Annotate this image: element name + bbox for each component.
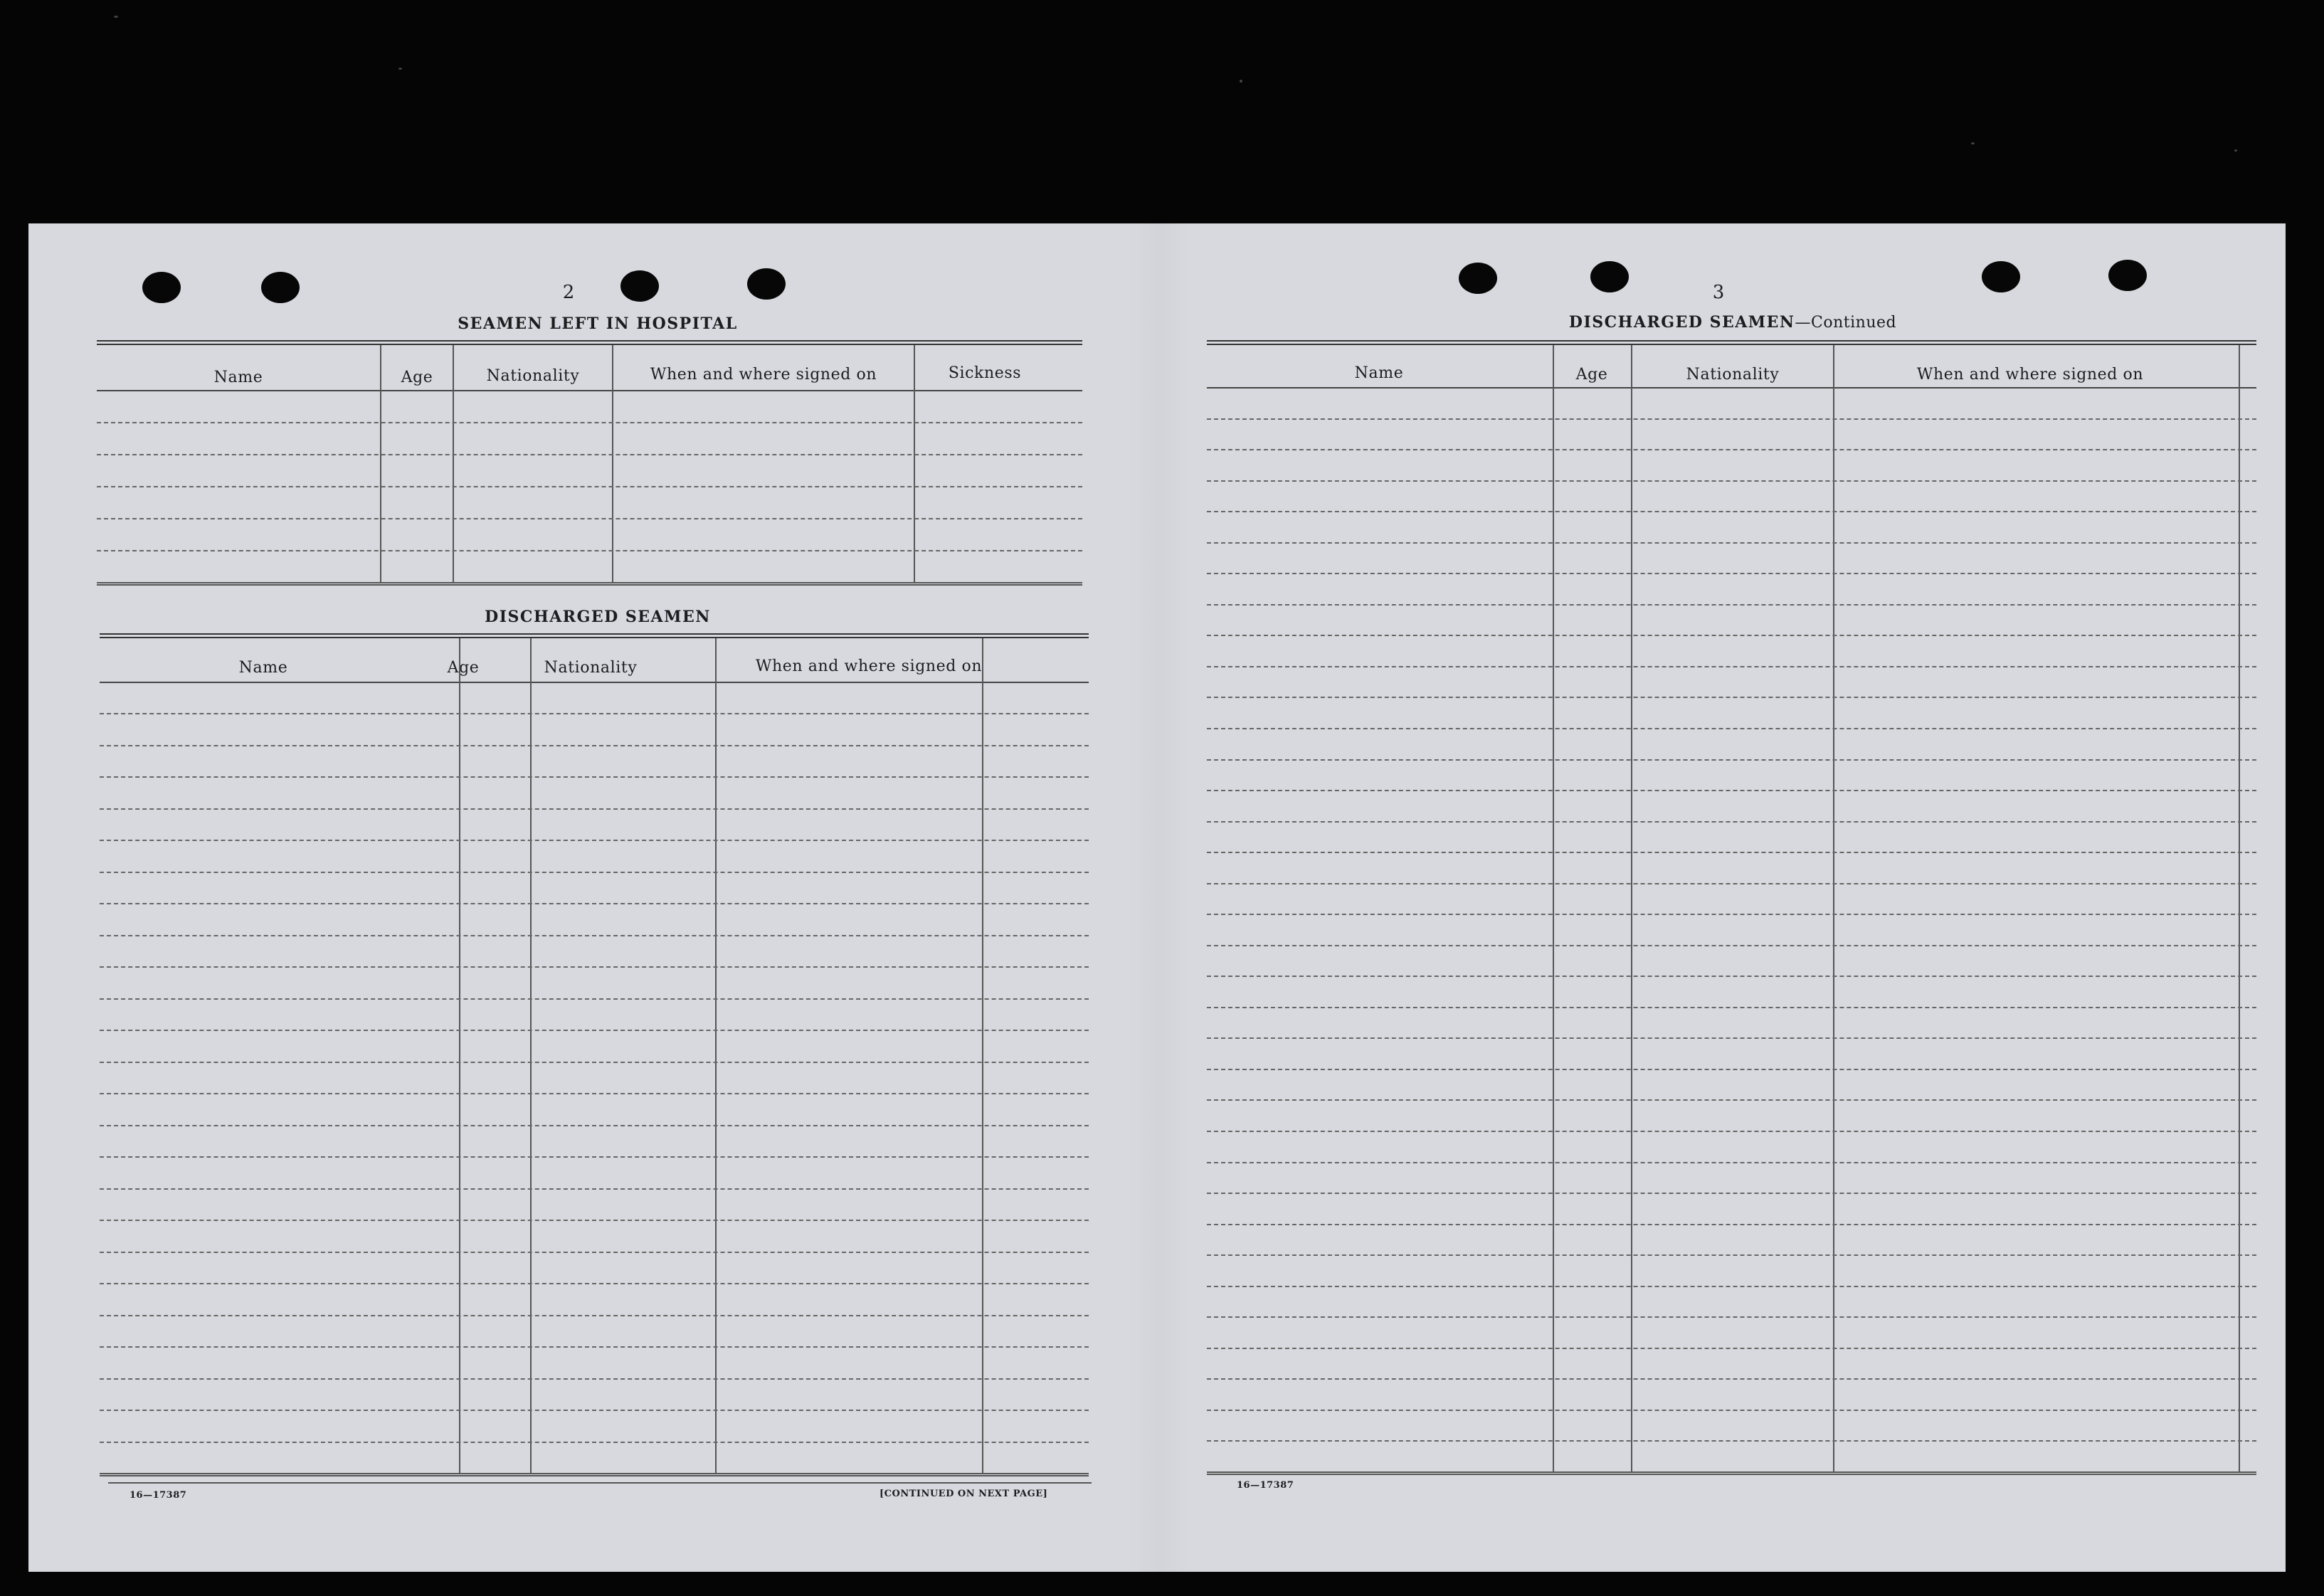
column-rule: [612, 345, 613, 582]
punch-hole: [261, 272, 300, 303]
table-row: [1207, 945, 2256, 946]
punch-hole: [2108, 260, 2147, 291]
table-row: [100, 966, 1089, 968]
table-row: [1207, 1378, 2256, 1380]
column-rule: [380, 345, 381, 582]
table-row: [100, 1410, 1089, 1411]
table-top-rule: [100, 633, 1089, 638]
table-row: [1207, 418, 2256, 420]
section-title-hospital: SEAMEN LEFT IN HOSPITAL: [458, 315, 738, 333]
table-row: [1207, 480, 2256, 482]
table-row: [1207, 573, 2256, 574]
table-row: [100, 1315, 1089, 1316]
column-header: When and where signed on: [1916, 366, 2144, 384]
document-sheet: [28, 223, 2286, 1572]
form-number: 16—17387: [130, 1490, 187, 1501]
discharged-table-right: [1207, 340, 2256, 1477]
column-header: Name: [1354, 364, 1404, 382]
table-row: [100, 1062, 1089, 1063]
table-row: [1207, 883, 2256, 884]
punch-hole: [142, 272, 181, 303]
column-rule: [1631, 345, 1632, 1471]
discharged-table-left: [100, 633, 1089, 1478]
hospital-table: [97, 340, 1082, 587]
column-header: Age: [1575, 366, 1608, 384]
title-suffix: —Continued: [1795, 314, 1897, 332]
table-row: [1207, 1131, 2256, 1132]
speck: [1971, 142, 1975, 144]
table-row: [1207, 914, 2256, 915]
column-header: When and where signed on: [650, 366, 877, 384]
table-row: [1207, 728, 2256, 729]
column-header: Nationality: [544, 659, 638, 677]
table-header-rule: [1207, 387, 2256, 389]
table-row: [100, 1093, 1089, 1094]
table-row: [1207, 635, 2256, 636]
speck: [2234, 149, 2237, 152]
table-row: [1207, 1348, 2256, 1349]
table-row: [100, 776, 1089, 778]
table-row: [1207, 1286, 2256, 1287]
column-rule: [459, 638, 460, 1473]
table-row: [1207, 666, 2256, 667]
column-header: Age: [401, 369, 433, 386]
column-header: Name: [213, 369, 263, 386]
table-row: [1207, 1410, 2256, 1411]
footer-rule: [108, 1482, 1092, 1484]
page-number: 2: [562, 282, 575, 303]
column-rule: [1553, 345, 1554, 1471]
speck: [1240, 80, 1242, 83]
table-row: [1207, 821, 2256, 823]
punch-hole: [620, 270, 659, 302]
table-row: [97, 486, 1082, 487]
table-row: [100, 808, 1089, 810]
table-row: [1207, 604, 2256, 606]
table-row: [1207, 790, 2256, 791]
column-rule: [453, 345, 454, 582]
table-row: [100, 1442, 1089, 1443]
column-header: Nationality: [1686, 366, 1780, 384]
speck: [114, 16, 118, 18]
table-row: [1207, 1316, 2256, 1318]
table-row: [1207, 542, 2256, 544]
speck: [398, 68, 402, 70]
table-row: [1207, 759, 2256, 761]
column-rule: [914, 345, 915, 582]
table-row: [100, 1125, 1089, 1126]
table-row: [100, 872, 1089, 873]
table-row: [100, 745, 1089, 746]
table-row: [1207, 1007, 2256, 1008]
table-row: [1207, 976, 2256, 977]
table-row: [97, 422, 1082, 423]
table-row: [100, 935, 1089, 936]
table-row: [1207, 449, 2256, 450]
table-row: [1207, 1069, 2256, 1070]
table-row: [1207, 1193, 2256, 1194]
column-header: When and where signed on: [755, 657, 983, 675]
table-top-rule: [1207, 340, 2256, 345]
page-number: 3: [1712, 282, 1725, 303]
table-header-rule: [100, 682, 1089, 683]
table-row: [100, 1378, 1089, 1380]
page-binding: [1128, 223, 1192, 1572]
column-rule: [982, 638, 983, 1473]
table-row: [100, 998, 1089, 1000]
table-bottom-rule: [1207, 1471, 2256, 1475]
form-number: 16—17387: [1237, 1480, 1294, 1491]
title-text: DISCHARGED SEAMEN: [1568, 313, 1795, 332]
punch-hole: [1459, 263, 1497, 294]
column-header: Sickness: [948, 364, 1022, 382]
table-row: [1207, 697, 2256, 698]
table-row: [100, 1283, 1089, 1284]
column-rule: [1833, 345, 1834, 1471]
table-row: [97, 550, 1082, 551]
table-row: [100, 1346, 1089, 1348]
table-row: [100, 903, 1089, 904]
table-row: [1207, 1099, 2256, 1101]
column-header: Age: [447, 659, 480, 677]
table-row: [100, 1252, 1089, 1253]
column-header: Nationality: [486, 367, 580, 385]
table-bottom-rule: [97, 582, 1082, 586]
punch-hole: [1590, 261, 1629, 292]
table-row: [1207, 1162, 2256, 1163]
table-row: [100, 1220, 1089, 1221]
table-row: [1207, 1037, 2256, 1039]
punch-hole: [747, 268, 786, 300]
table-row: [100, 713, 1089, 714]
column-header: Name: [238, 659, 288, 677]
continued-note: [CONTINUED ON NEXT PAGE]: [880, 1489, 1048, 1499]
column-rule: [715, 638, 717, 1473]
punch-hole: [1982, 261, 2020, 292]
section-title-discharged-continued: [1466, 313, 2000, 332]
table-top-rule: [97, 340, 1082, 345]
table-row: [1207, 1440, 2256, 1442]
table-row: [97, 518, 1082, 519]
table-row: [1207, 1254, 2256, 1256]
section-title-discharged: DISCHARGED SEAMEN: [485, 608, 711, 626]
table-row: [100, 1030, 1089, 1031]
column-rule: [530, 638, 532, 1473]
table-row: [100, 1188, 1089, 1190]
table-row: [100, 840, 1089, 841]
column-rule: [2239, 345, 2240, 1471]
table-header-rule: [97, 390, 1082, 391]
table-row: [1207, 511, 2256, 512]
table-row: [100, 1156, 1089, 1158]
table-row: [97, 454, 1082, 455]
table-row: [1207, 852, 2256, 853]
table-bottom-rule: [100, 1473, 1089, 1476]
table-row: [1207, 1224, 2256, 1225]
